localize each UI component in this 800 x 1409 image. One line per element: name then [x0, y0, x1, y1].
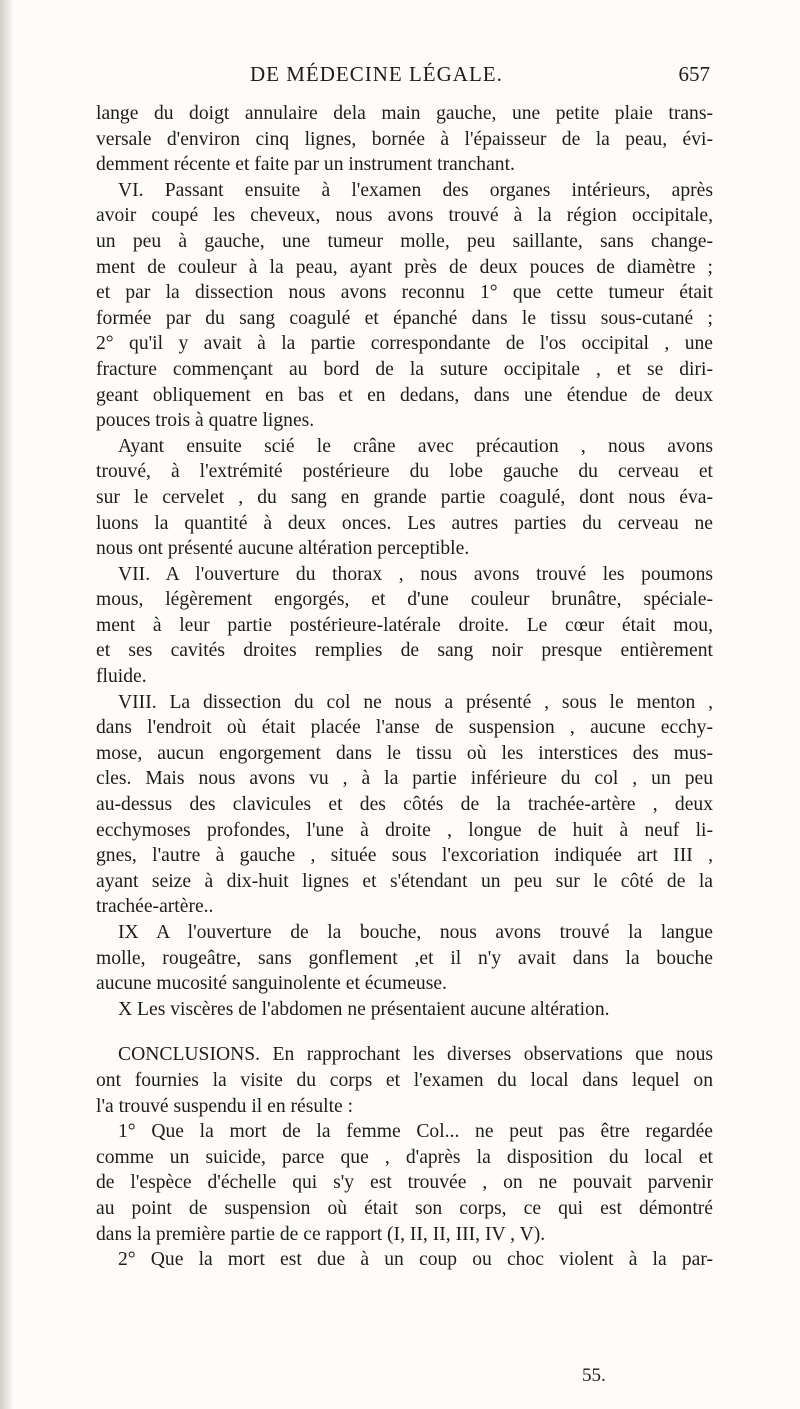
text-line: dans la première partie de ce rapport (I, II, II, III, IV , V).: [96, 1223, 546, 1245]
text-line: fracture commençant au bord de la suture occipitale , et se diri-: [96, 358, 713, 380]
text-line: versale d'environ cinq lignes, bornée à l'épaisseur de la peau, évi-: [96, 128, 713, 150]
text-line: l'a trouvé suspendu il en résulte :: [96, 1095, 354, 1117]
text-line: lange du doigt annulaire dela main gauche, une petite plaie trans-: [96, 103, 713, 124]
text-line: avoir coupé les cheveux, nous avons trouvé à la région occipitale,: [96, 205, 713, 227]
paragraph: [96, 178, 713, 434]
paragraph: [96, 101, 713, 178]
text-line: pouces trois à quatre lignes.: [96, 410, 315, 432]
paragraph: [96, 434, 713, 562]
text-line: 2° Que la mort est due à un coup ou choc violent à la par-: [118, 1249, 713, 1271]
paragraph: [96, 1247, 713, 1273]
text-line: IX A l'ouverture de la bouche, nous avons trouvé la langue: [118, 922, 713, 943]
text-line: et par la dissection nous avons reconnu 1° que cette tumeur était: [96, 282, 713, 304]
paragraph: [96, 690, 713, 920]
text-line: ment de couleur à la peau, ayant près de deux pouces de diamètre ;: [96, 256, 713, 278]
text-line: cles. Mais nous avons vu , à la partie inférieure du col , un peu: [96, 768, 713, 790]
paragraph: [96, 1042, 713, 1119]
text-line: ecchymoses profondes, l'une à droite , longue de huit à neuf li-: [96, 819, 713, 841]
signature-mark: 55.: [582, 1365, 606, 1386]
text-line: sur le cervelet , du sang en grande partie coagulé, dont nous éva-: [96, 486, 713, 508]
body-text: [96, 101, 713, 1273]
running-title: DE MÉDECINE LÉGALE.: [250, 62, 503, 86]
text-line: nous ont présenté aucune altération perceptible.: [96, 538, 470, 560]
text-line: X Les viscères de l'abdomen ne présentaient aucune altération.: [118, 998, 610, 1020]
text-line: formée par du sang coagulé et épanché dans le tissu sous-cutané ;: [96, 307, 713, 329]
text-line: au-dessus des clavicules et des côtés de la trachée-artère , deux: [96, 794, 713, 816]
text-line: 2° qu'il y avait à la partie correspondante de l'os occipital , une: [96, 333, 713, 355]
text-line: aucune mucosité sanguinolente et écumeuse.: [96, 973, 447, 995]
text-line: gnes, l'autre à gauche , située sous l'excoriation indiquée art III ,: [96, 845, 713, 867]
text-line: molle, rougeâtre, sans gonflement ,et il n'y avait dans la bouche: [96, 947, 713, 969]
text-line: demment récente et faite par un instrument tranchant.: [96, 154, 515, 176]
text-line: VIII. La dissection du col ne nous a présenté , sous le menton ,: [118, 691, 713, 713]
text-line: 1° Que la mort de la femme Col... ne peut pas être regardée: [118, 1121, 713, 1143]
text-line: fluide.: [96, 666, 147, 688]
text-line: comme un suicide, parce que , d'après la disposition du local et: [96, 1146, 713, 1168]
text-line: un peu à gauche, une tumeur molle, peu saillante, sans change-: [96, 230, 713, 252]
paragraph: [96, 997, 713, 1023]
page-number: 657: [678, 62, 710, 86]
paragraph-gap: [96, 1022, 713, 1042]
text-line: trouvé, à l'extrémité postérieure du lobe gauche du cerveau et: [96, 461, 713, 483]
text-line: Ayant ensuite scié le crâne avec précaution , nous avons: [118, 435, 713, 457]
text-line: dans l'endroit où était placée l'anse de suspension , aucune ecchy-: [96, 717, 713, 739]
text-line: mose, aucun engorgement dans le tissu où les interstices des mus-: [96, 742, 713, 764]
text-line: mous, légèrement engorgés, et d'une couleur brunâtre, spéciale-: [96, 589, 713, 611]
running-head: [150, 62, 710, 92]
text-line: geant obliquement en bas et en dedans, dans une étendue de deux: [96, 384, 713, 406]
text-line: VII. A l'ouverture du thorax , nous avons trouvé les poumons: [118, 563, 713, 585]
text-line: luons la quantité à deux onces. Les autres parties du cerveau ne: [96, 512, 713, 534]
paragraph: [96, 562, 713, 690]
text-line: ment à leur partie postérieure-latérale droite. Le cœur était mou,: [96, 614, 713, 636]
text-line: VI. Passant ensuite à l'examen des organes intérieurs, après: [118, 179, 713, 201]
page-gutter-shadow: [0, 0, 14, 1409]
text-line: CONCLUSIONS. En rapprochant les diverses observations que nous: [118, 1044, 713, 1066]
text-line: ayant seize à dix-huit lignes et s'étendant un peu sur le côté de la: [96, 870, 713, 892]
paragraph: [96, 920, 713, 997]
text-line: trachée-artère..: [96, 896, 214, 918]
text-line: au point de suspension où était son corps, ce qui est démontré: [96, 1197, 713, 1219]
text-line: de l'espèce d'échelle qui s'y est trouvée , on ne pouvait parvenir: [96, 1172, 713, 1194]
text-line: et ses cavités droites remplies de sang noir presque entièrement: [96, 640, 713, 662]
paragraph: [96, 1119, 713, 1247]
text-line: ont fournies la visite du corps et l'examen du local dans lequel on: [96, 1069, 713, 1091]
